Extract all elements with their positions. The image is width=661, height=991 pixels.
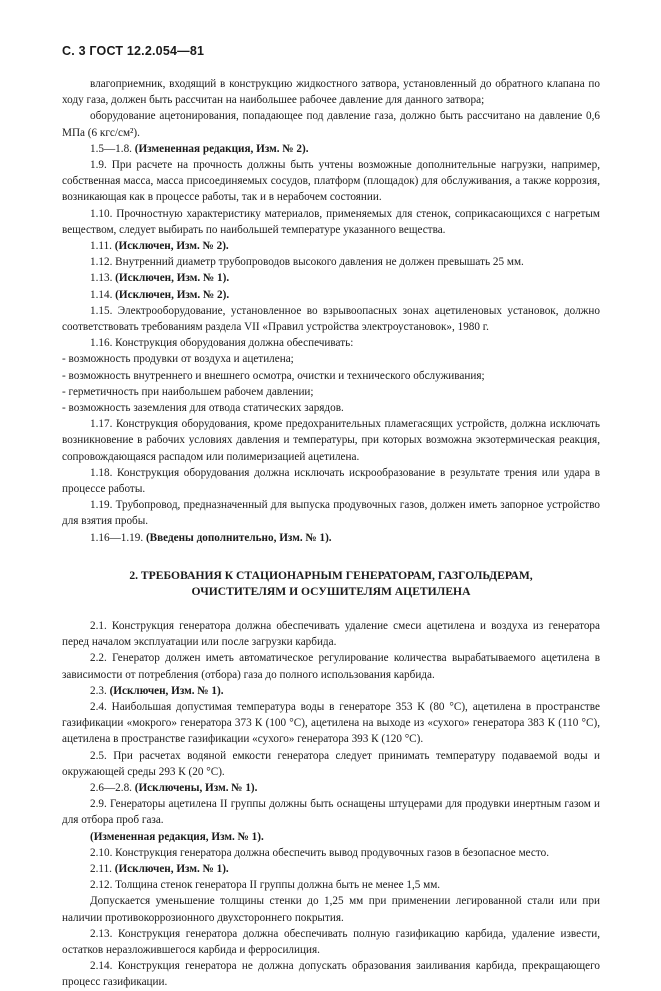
paragraph: 2.13. Конструкция генератора должна обеспечивать полную газификацию карбида, удаление извести, остатков неразложившегося карбида и ферросилиция. (62, 927, 600, 956)
amendment-note (62, 829, 600, 845)
paragraph: 2.9. Генераторы ацетилена II группы должны быть оснащены штуцерами для продувки инертным газом и для отбора проб газа. (62, 798, 600, 827)
paragraph: 1.18. Конструкция оборудования должна исключать искрообразование в результате трения или удара в процессе работы. (62, 466, 600, 496)
document-body (62, 76, 600, 991)
clause-number: 2.3. (90, 684, 107, 697)
paragraph: влагоприемник, входящий в конструкцию жидкостного затвора, установленный до обратного клапана по ходу газа, должен быть рассчитан на наибольшее рабочее давление для данного затвора; (62, 78, 600, 107)
clause-number: 1.14. (90, 288, 113, 301)
amendment-text: (Исключен, Изм. № 1). (114, 862, 229, 875)
amendment-text: (Измененная редакция, Изм. № 1). (90, 830, 264, 843)
paragraph: 1.16. Конструкция оборудования должна обеспечивать: (90, 337, 354, 350)
section-2 (62, 618, 600, 991)
paragraph: 2.10. Конструкция генератора должна обеспечить вывод продувочных газов в безопасное место. (90, 846, 549, 859)
amendment-text: (Исключены, Изм. № 1). (134, 781, 258, 794)
amendment-text: (Исключен, Изм. № 2). (114, 240, 229, 253)
clause-number: 1.5—1.8. (90, 142, 132, 155)
amendment-note (62, 141, 600, 157)
paragraph: 1.10. Прочностную характеристику материалов, применяемых для стенок, соприкасающихся с нагретым веществом, следует выбирать по наибольшей температуре указанного вещества. (62, 207, 600, 236)
clause-number: 1.11. (90, 240, 112, 253)
amendment-note (62, 683, 600, 699)
list-item: - возможность заземления для отвода статических зарядов. (62, 402, 344, 415)
amendment-text: (Исключен, Изм. № 1). (115, 272, 230, 285)
amendment-note (62, 861, 600, 877)
paragraph: 2.14. Конструкция генератора не должна допускать образования заиливания карбида, прекращающего процесс газификации. (62, 960, 600, 989)
page-header: С. 3 ГОСТ 12.2.054—81 (62, 44, 205, 58)
paragraph: 2.12. Толщина стенок генератора II группы должна быть не менее 1,5 мм. (90, 879, 441, 892)
section-1-continuation (62, 76, 600, 546)
amendment-text: (Измененная редакция, Изм. № 2). (134, 142, 309, 155)
paragraph: оборудование ацетонирования, попадающее под давление газа, должно быть рассчитано на давление 0,6 МПа (6 кгс/см²). (62, 110, 600, 139)
paragraph: 2.1. Конструкция генератора должна обеспечивать удаление смеси ацетилена и воздуха из генератора перед началом эксплуатации или после загрузки карбида. (62, 619, 600, 649)
paragraph: 2.4. Наибольшая допустимая температура воды в генераторе 353 К (80 °С), ацетилена в пространстве газификации «мокрого» генератора 373 К (100 °С), ацетилена на выходе из «сухого» генератора 383 К (110 °С), ацетилена в пространстве газификации «сухого» генератора 393 К (120 °С). (62, 700, 600, 746)
amendment-text: (Введены дополнительно, Изм. № 1). (145, 531, 332, 544)
amendment-text: (Исключен, Изм. № 1). (109, 684, 224, 697)
paragraph: 2.2. Генератор должен иметь автоматическое регулирование количества вырабатываемого ацетилена в зависимости от потребления (отбора) газа до полного использования карбида. (62, 652, 600, 681)
paragraph: 1.12. Внутренний диаметр трубопроводов высокого давления не должен превышать 25 мм. (90, 256, 524, 269)
amendment-note (62, 287, 600, 303)
section-title: 2. ТРЕБОВАНИЯ К СТАЦИОНАРНЫМ ГЕНЕРАТОРАМ, ГАЗГОЛЬДЕРАМ, ОЧИСТИТЕЛЯМ И ОСУШИТЕЛЯМ АЦЕТИЛЕНА (129, 568, 533, 598)
paragraph: 2.5. При расчетах водяной емкости генератора следует принимать температуру подаваемой воды и окружающей среды 293 К (20 °С). (62, 749, 600, 778)
list-item: - возможность внутреннего и внешнего осмотра, очистки и технического обслуживания; (62, 369, 485, 382)
paragraph: 1.19. Трубопровод, предназначенный для выпуска продувочных газов, должен иметь запорное устройство для взятия пробы. (62, 499, 600, 528)
paragraph: 1.17. Конструкция оборудования, кроме предохранительных пламегасящих устройств, должна исключать возникновение в рабочих условиях давления и температуры, при которых возможна экзотермическая реакция, сопровождающаяся распадом или полимеризацией ацетилена. (62, 418, 600, 463)
paragraph: Допускается уменьшение толщины стенки до 1,25 мм при применении легированной стали или при наличии противокоррозионного двухстороннего покрытия. (62, 895, 600, 924)
amendment-note (62, 780, 600, 796)
amendment-note (62, 238, 600, 254)
clause-number: 1.13. (90, 272, 113, 285)
list-item: - герметичность при наибольшем рабочем давлении; (62, 385, 314, 398)
amendment-text: (Исключен, Изм. № 2). (115, 288, 230, 301)
amendment-note (62, 530, 600, 546)
clause-number: 2.11. (90, 862, 112, 875)
list-item: - возможность продувки от воздуха и ацетилена; (62, 353, 294, 366)
paragraph: 1.9. При расчете на прочность должны быть учтены возможные дополнительные нагрузки, например, собственная масса, масса присоединяемых сосудов, платформ (площадок) для обслуживания, а также коррозия, возникающая как в процессе работы, так и в нерабочем состоянии. (62, 159, 600, 204)
clause-number: 2.6—2.8. (90, 781, 132, 794)
amendment-note (62, 270, 600, 286)
clause-number: 1.16—1.19. (90, 531, 144, 544)
paragraph: 1.15. Электрооборудование, установленное во взрывоопасных зонах ацетиленовых установок, должно соответствовать требованиям раздела VII «Правил устройства электроустановок», 1980 г. (62, 304, 600, 334)
